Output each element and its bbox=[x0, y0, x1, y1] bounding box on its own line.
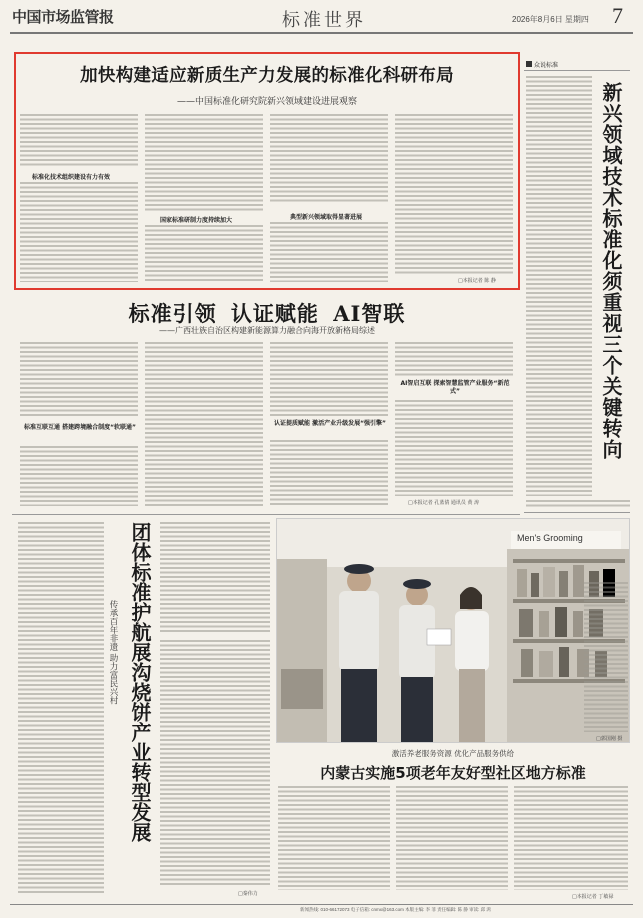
article-1-byline: □本报记者 陈 静 bbox=[458, 278, 496, 284]
article-4-text-col-1 bbox=[278, 786, 390, 890]
article-2-text-col-2 bbox=[145, 342, 263, 506]
photo-byline: □郭国刚 摄 bbox=[596, 736, 623, 742]
article-1-text-col-1b bbox=[20, 182, 138, 282]
article-1-title: 加快构建适应新质生产力发展的标准化科研布局 bbox=[80, 66, 454, 86]
article-1-text-col-3 bbox=[270, 114, 388, 204]
newspaper-name: 中国市场监管报 bbox=[12, 8, 114, 26]
article-2-text-col-4b bbox=[395, 400, 513, 496]
sidebar-bottom-rule bbox=[524, 512, 630, 513]
sidebar-rule bbox=[524, 70, 630, 71]
article-3-title: 团体标准护航展沟烧饼产业转型发展 bbox=[128, 522, 152, 842]
article-2-subhead-3: AI智启互联 探索智慧监管产业服务“新范式” bbox=[400, 380, 510, 395]
article-1-subhead-3: 典型新兴领域取得显著进展 bbox=[290, 214, 363, 221]
page-number: 7 bbox=[612, 3, 623, 28]
article-2-subhead-1: 标准互联互通 搭建跨境融合制度“软联通” bbox=[24, 424, 136, 431]
article-2-text-col-1b bbox=[20, 446, 138, 506]
sidebar-tag: 众说标准 bbox=[526, 60, 558, 69]
store-sign: Men's Grooming bbox=[517, 533, 583, 543]
footer-rule bbox=[10, 904, 633, 905]
article-2-text-col-4 bbox=[395, 342, 513, 376]
issue-date: 2026年8月6日 星期四 bbox=[512, 15, 589, 24]
article-2-subtitle: ——广西壮族自治区构建新能源算力融合向海开放新格局综述 bbox=[159, 326, 375, 335]
article-1-text-col-1 bbox=[20, 114, 138, 166]
article-3-text-col-3 bbox=[160, 640, 270, 886]
photo-caption bbox=[584, 582, 628, 732]
article-2-text-col-3 bbox=[270, 342, 388, 416]
article-3-text-col-1 bbox=[18, 522, 104, 894]
section-title: 标准世界 bbox=[282, 10, 366, 31]
article-3-byline: □秦伟力 bbox=[238, 891, 258, 897]
article-2-text-col-1 bbox=[20, 342, 138, 416]
section-divider bbox=[12, 514, 520, 515]
sidebar-text-2 bbox=[526, 500, 630, 508]
article-1-text-col-4 bbox=[395, 114, 513, 274]
article-4-byline: □本报记者 丁敏禄 bbox=[572, 894, 614, 900]
article-1-text-col-2 bbox=[145, 114, 263, 212]
article-2-byline: □本报记者 孔蓝倩 通讯员 黄 涛 bbox=[408, 500, 480, 506]
article-3-subtitle: 传承百年非遗 助力富民兴村 bbox=[108, 600, 118, 705]
sidebar-text-1 bbox=[526, 76, 592, 496]
article-1-subhead-1: 标准化技术组织建设有力有效 bbox=[32, 174, 111, 181]
article-4-subtitle: 激活养老服务资源 优化产品服务供给 bbox=[391, 749, 515, 758]
news-photo bbox=[276, 518, 630, 743]
article-3-text-col-2 bbox=[160, 522, 270, 632]
article-1-subtitle: ——中国标准化研究院新兴领域建设进展观察 bbox=[176, 97, 357, 107]
article-4-text-col-3 bbox=[514, 786, 628, 890]
article-1-text-col-2b bbox=[145, 225, 263, 283]
sidebar-title: 新兴领域技术标准化须重视三个关键转向 bbox=[599, 82, 623, 460]
article-2-text-col-3b bbox=[270, 440, 388, 506]
article-4-title: 内蒙古实施5项老年友好型社区地方标准 bbox=[320, 764, 586, 782]
article-1-text-col-3b bbox=[270, 222, 388, 282]
footer-info: 新闻热线: 010-66172073 电子信箱: cnmx@163.com 本版主编: 李 菲 责任编辑: 陈 静 审读: 邱 鸿 bbox=[300, 907, 491, 912]
masthead-rule bbox=[10, 32, 633, 34]
photo-scene bbox=[277, 519, 630, 743]
article-2-title: 标准引领 认证赋能 AI智联 bbox=[128, 301, 406, 326]
article-4-text-col-2 bbox=[396, 786, 508, 890]
article-1-subhead-2: 国家标准研制力度持续加大 bbox=[160, 217, 233, 224]
article-2-subhead-2: 认证提质赋能 激活产业升级发展“强引擎” bbox=[274, 420, 386, 427]
